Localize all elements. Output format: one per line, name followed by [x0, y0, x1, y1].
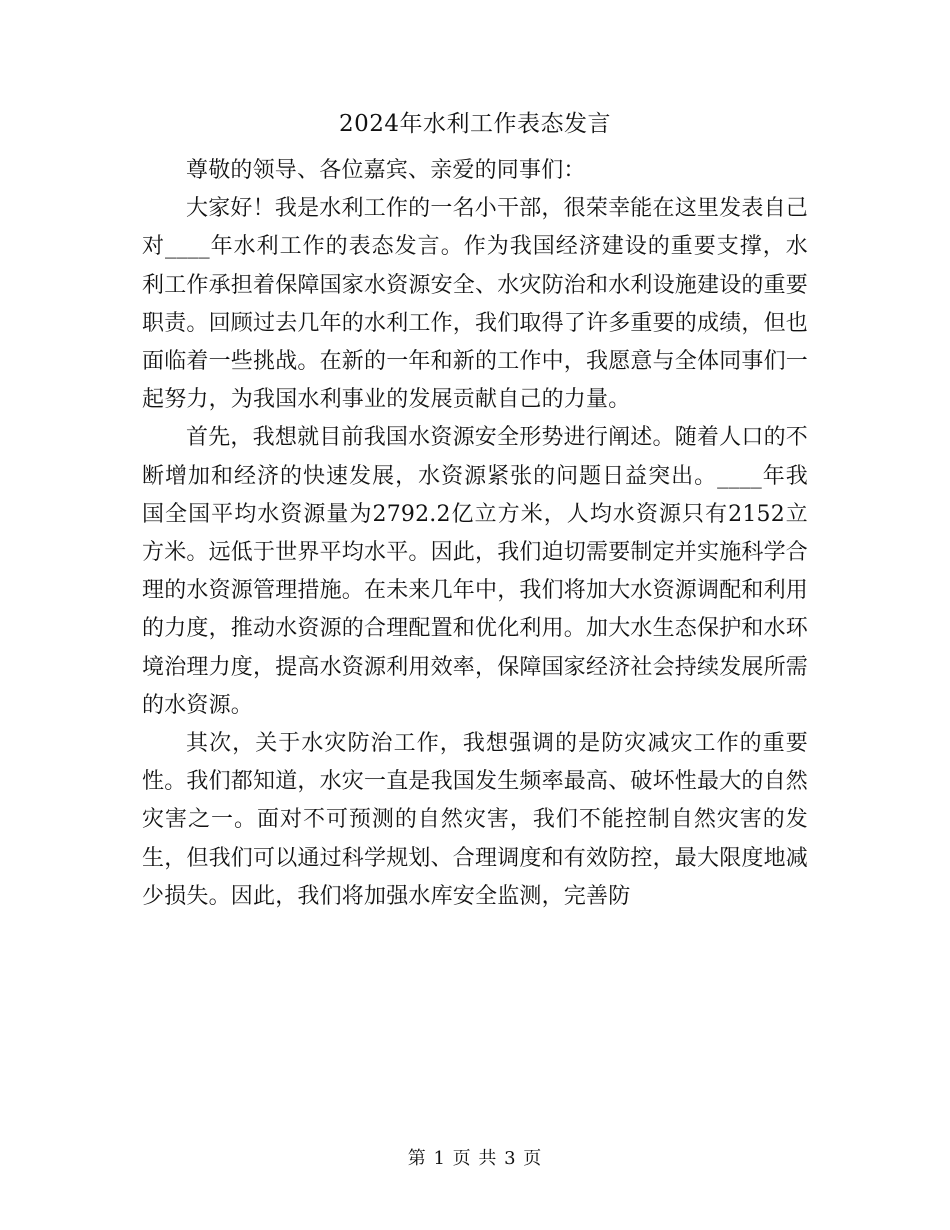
salutation: 尊敬的领导、各位嘉宾、亲爱的同事们：	[186, 158, 586, 183]
page-title: 2024年水利工作表态发言	[338, 111, 612, 137]
paragraph: 大家好！我是水利工作的一名小干部，很荣幸能在这里发表自己对____年水利工作的表态发言。作为我国经济建设的重要支撑，水利工作承担着保障国家水资源安全、水灾防治和水利设施建设的重要职责。回顾过去几年的水利工作，我们取得了许多重要的成绩，但也面临着一些挑战。在新的一年和新的工作中，我愿意与全体同事们一起努力，为我国水利事业的发展贡献自己的力量。	[142, 196, 809, 413]
paragraph: 其次，关于水灾防治工作，我想强调的是防灾减灾工作的重要性。我们都知道，水灾一直是我国发生频率最高、破坏性最大的自然灾害之一。面对不可预测的自然灾害，我们不能控制自然灾害的发生，但我们可以通过科学规划、合理调度和有效防控，最大限度地减少损失。因此，我们将加强水库安全监测，完善防	[142, 731, 809, 909]
page-number-footer: 第 1 页 共 3 页	[407, 1148, 543, 1169]
document-body	[142, 152, 808, 916]
paragraph: 首先，我想就目前我国水资源安全形势进行阐述。随着人口的不断增加和经济的快速发展，水资源紧张的问题日益突出。____年我国全国平均水资源量为2792.2亿立方米，人均水资源只有2152立方米。远低于世界平均水平。因此，我们迫切需要制定并实施科学合理的水资源管理措施。在未来几年中，我们将加大水资源调配和利用的力度，推动水资源的合理配置和优化利用。加大水生态保护和水环境治理力度，提高水资源利用效率，保障国家经济社会持续发展所需的水资源。	[142, 425, 809, 718]
